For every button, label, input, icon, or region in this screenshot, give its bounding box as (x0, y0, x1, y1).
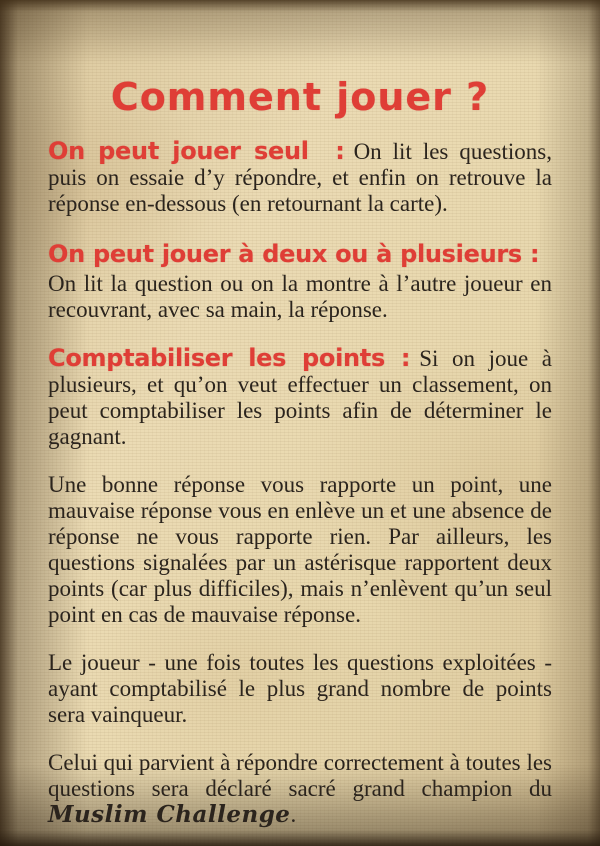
section-play-solo-heading: On peut jouer seul : (48, 137, 345, 165)
paragraph-champion (48, 750, 552, 828)
paragraph-winner-text: Le joueur - une fois toutes les questions exploitées - ayant comptabilisé le plus grand nombre de points sera vainqueur. (48, 650, 552, 727)
paragraph-winner (48, 650, 552, 728)
section-play-multiplayer-heading: On peut jouer à deux ou à plusieurs : (48, 240, 540, 268)
section-scoring (48, 345, 552, 450)
paragraph-champion-text: Celui qui parvient à répondre correctement à toutes les questions sera déclaré sacré grand champion du (48, 750, 552, 801)
section-play-solo (48, 138, 552, 217)
section-play-solo-body: On lit les questions, puis on essaie d’y répondre, et enfin on retrouve la réponse en-dessous (en retournant la carte). (48, 139, 552, 216)
brand-name: Muslim Challenge (48, 801, 291, 828)
section-scoring-heading: Comptabiliser les points : (48, 344, 411, 372)
section-play-multiplayer (48, 239, 552, 323)
paragraph-champion-period: . (290, 802, 297, 827)
page-title: Comment jouer ? (110, 75, 490, 119)
section-play-multiplayer-body: On lit la question ou on la montre à l’autre joueur en recouvrant, avec sa main, la réponse. (48, 271, 552, 322)
section-scoring-body: Si on joue à plusieurs, et qu’on veut effectuer un classement, on peut comptabiliser les points afin de déterminer le gagnant. (48, 346, 552, 449)
paragraph-points-rules (48, 472, 552, 628)
paragraph-points-rules-text: Une bonne réponse vous rapporte un point, une mauvaise réponse vous en enlève un et une absence de réponse ne vous rapporte rien. Par ailleurs, les questions signalées par un astérisque rapportent deux points (car plus difficiles), mais n’enlèvent qu’un seul point en cas de mauvaise réponse. (48, 472, 552, 627)
